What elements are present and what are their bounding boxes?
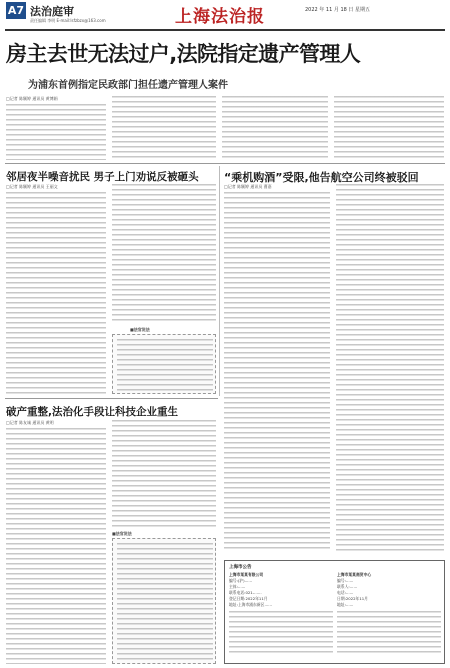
story2-body-col1 [6, 192, 106, 394]
story3-body-col2 [336, 184, 444, 552]
masthead-rule [5, 29, 445, 31]
issue-date: 2022 年 11 月 18 日 星期五 [305, 7, 370, 13]
story4-body-col1 [6, 428, 106, 664]
notice-col2 [337, 572, 441, 655]
notice-line: 编号:…… [337, 578, 354, 583]
story4-body-col2 [112, 420, 216, 528]
section-title: 法治庭审 [30, 5, 74, 18]
notice-line: 地址:…… [337, 602, 354, 607]
story3-body-col1 [224, 192, 330, 552]
lead-body-col1 [6, 104, 106, 160]
page-number-logo: A7 [7, 4, 25, 17]
story4-note-text [117, 543, 213, 661]
notice-line: 日期:2022年11月 [337, 596, 368, 601]
story3-byline: □记者 陈颖婷 通讯员 曹嘉 [224, 184, 272, 189]
notice-line: 联系人:…… [337, 584, 358, 589]
story4-headline: 破产重整,法治化手段让科技企业重生 [6, 406, 178, 418]
divider [5, 163, 445, 164]
story4-note-label: ■法官说法 [112, 531, 132, 536]
masthead [0, 0, 450, 30]
story2-note-text [117, 339, 213, 391]
lead-subheadline: 为浦东首例指定民政部门担任遗产管理人案件 [28, 80, 228, 91]
notice-line: 上海市某某有限公司 [229, 572, 264, 577]
lead-body-col3 [222, 96, 328, 160]
notice-col1 [229, 572, 333, 655]
notice-line: 登记日期:2022年11月 [229, 596, 268, 601]
public-notice-box [224, 560, 445, 664]
paper-logo: 上海法治报 [175, 7, 265, 27]
story2-body-col2 [112, 184, 216, 324]
column-rule [219, 166, 220, 396]
notice-line: 主体:…… [229, 584, 246, 589]
story2-note-box [112, 334, 216, 394]
lead-body-col2 [112, 96, 216, 160]
notice-line: 联系电话:021-…… [229, 590, 262, 595]
story2-note-label: ■法官说法 [130, 327, 150, 332]
notice-title: 上海市公告 [229, 565, 252, 570]
story4-byline: □记者 陈友诚 通讯员 黄明 [6, 420, 54, 425]
notice-line: 编号:(沪)…… [229, 578, 253, 583]
lead-headline: 房主去世无法过户,法院指定遗产管理人 [6, 42, 361, 66]
section-editor: 责任编辑 李明 E-mail:lsfzbzx@163.com [30, 18, 106, 23]
lead-byline: □记者 陈颖婷 通讯员 黄博娟 [6, 96, 58, 101]
notice-line: 地址:上海市浦东新区…… [229, 602, 273, 607]
story3-headline: “乘机购酒”受限,他告航空公司终被驳回 [224, 171, 419, 184]
notice-line: 上海市某某商贸中心 [337, 572, 372, 577]
story2-headline: 邻居夜半噪音扰民 男子上门劝说反被砸头 [6, 171, 199, 183]
divider-2 [5, 398, 218, 399]
notice-line: 电话:…… [337, 590, 354, 595]
notice-col1-text [229, 611, 333, 655]
story4-note-box [112, 538, 216, 664]
story2-byline: □记者 陈颖婷 通讯员 王丽文 [6, 184, 58, 189]
lead-body-col4 [334, 96, 444, 160]
notice-col2-text [337, 611, 441, 655]
